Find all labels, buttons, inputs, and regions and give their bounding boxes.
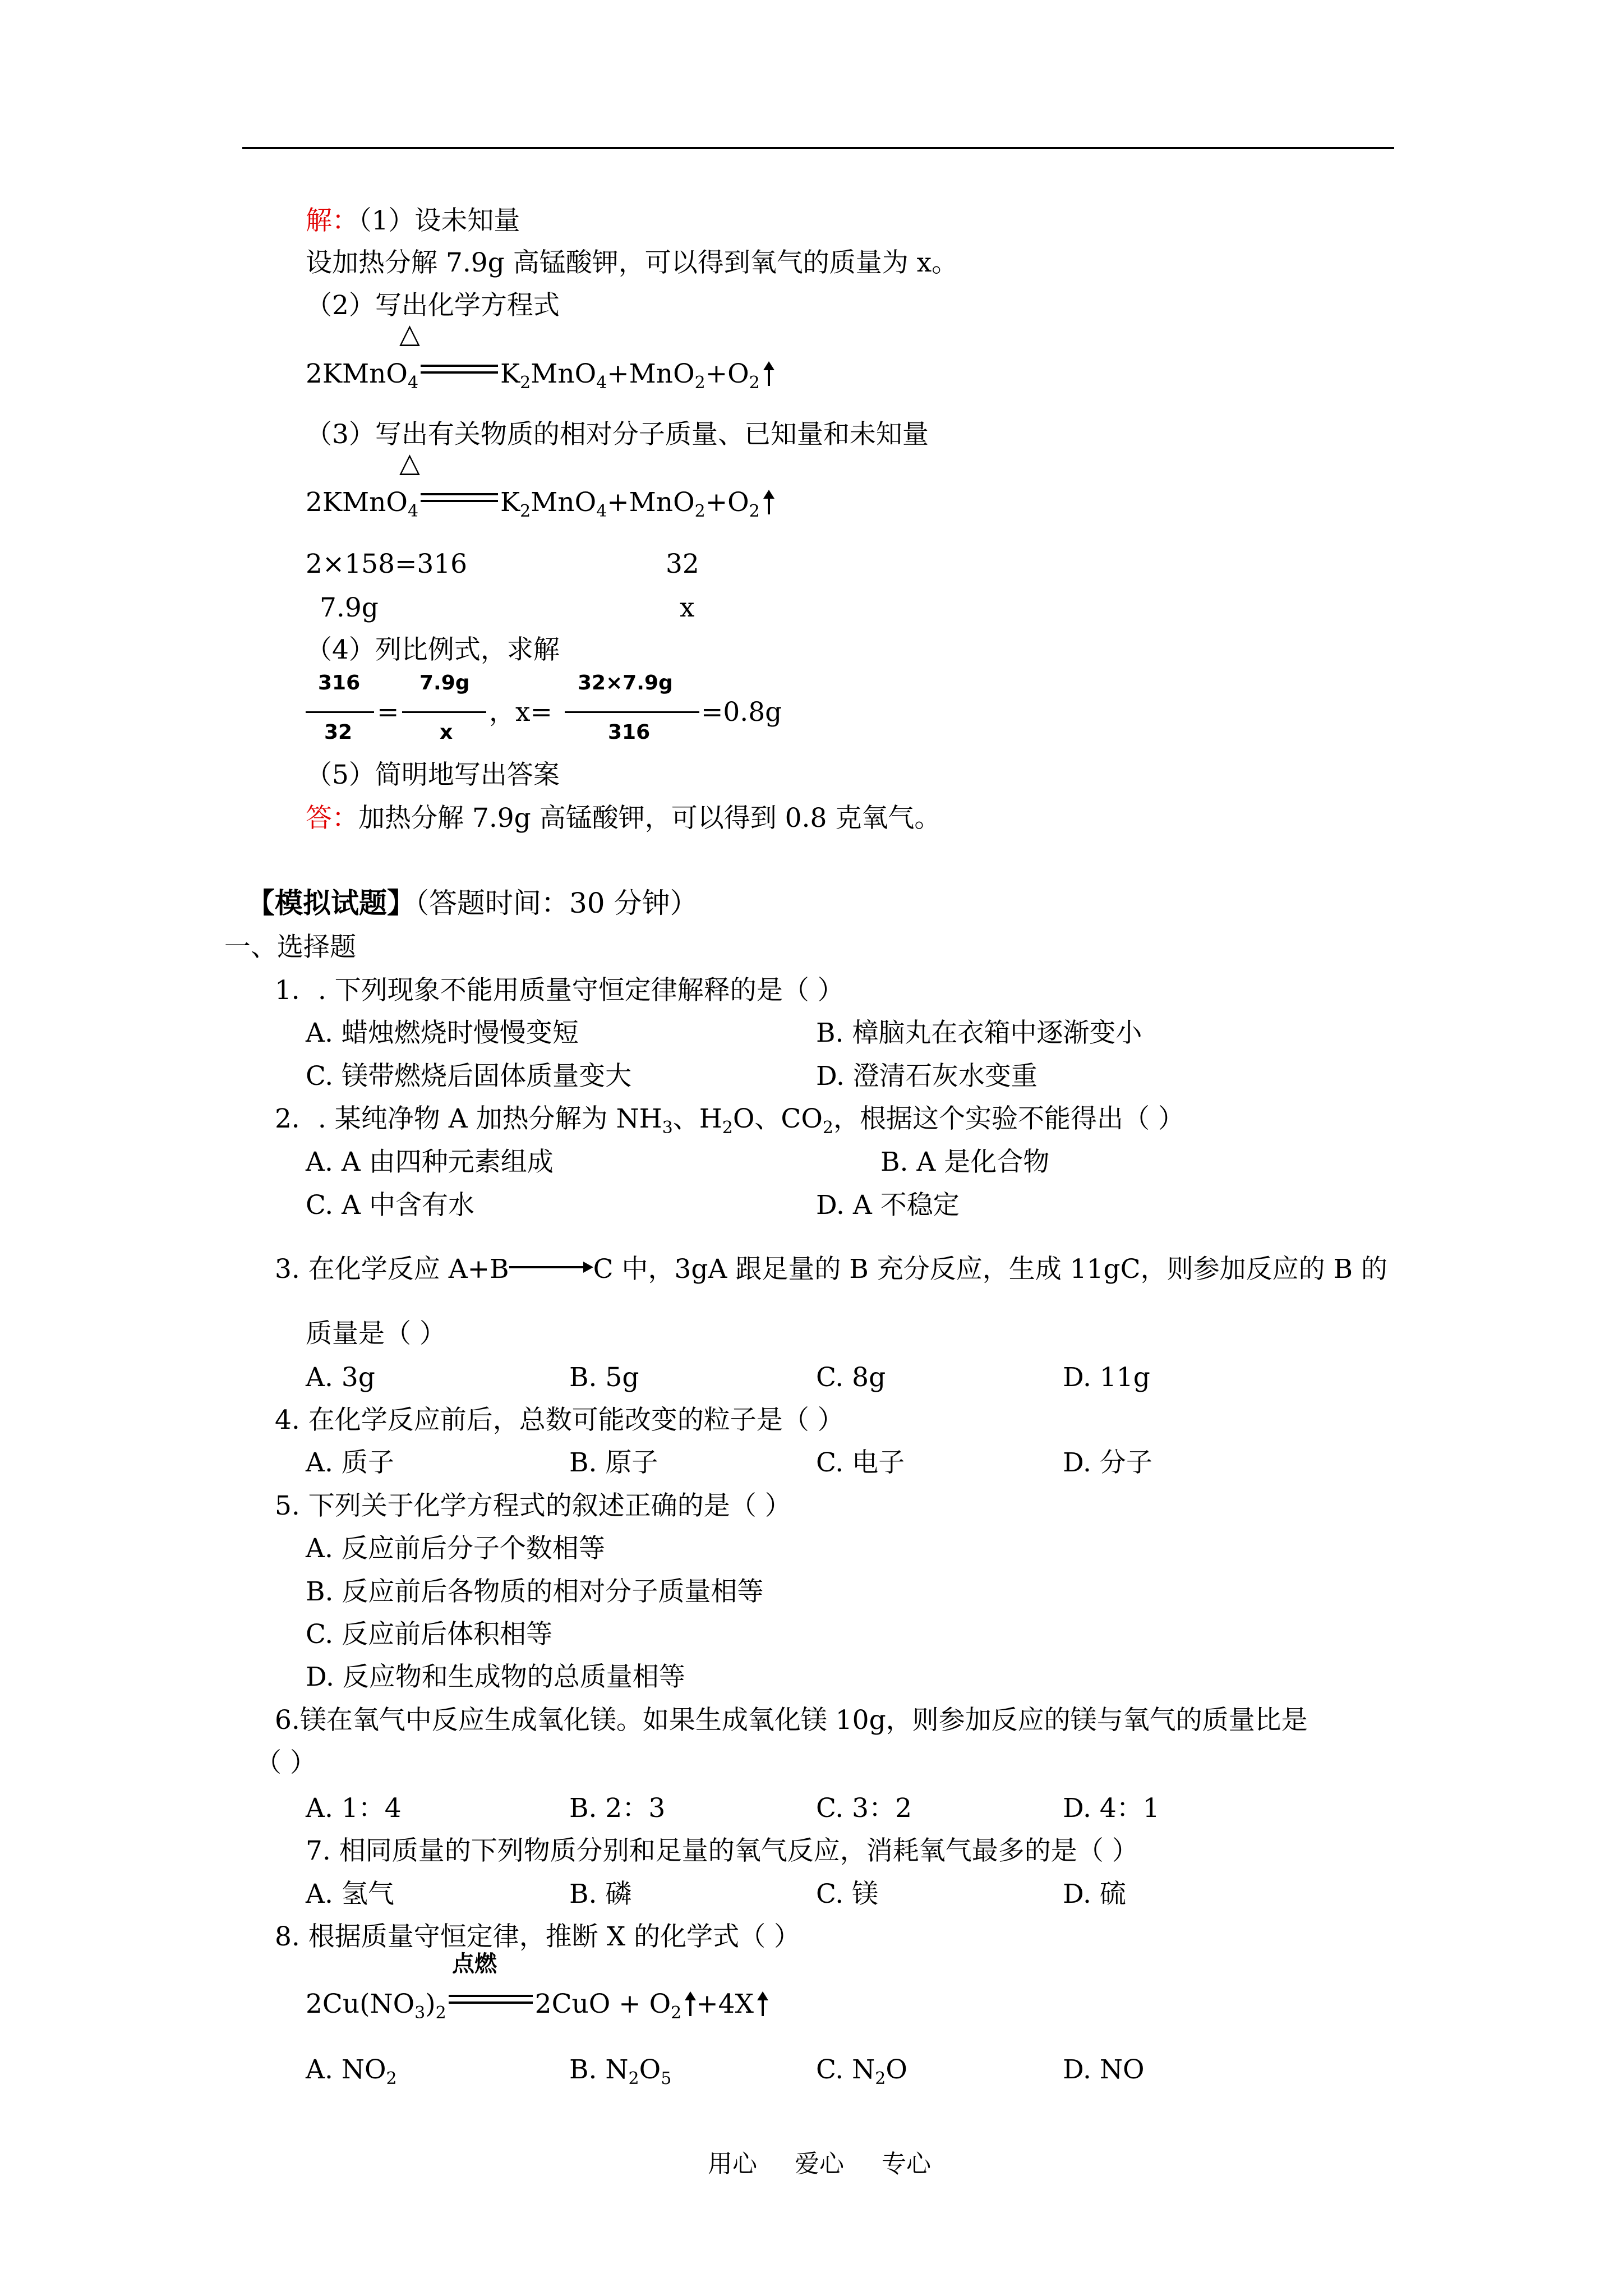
equation-2: 2KMnO$_4$ $K_2MnO_4+MnO_2+O_2$ bbox=[306, 486, 774, 523]
solution-label: 解： bbox=[306, 205, 358, 236]
question-4-stem: 4. 在化学反应前后，总数可能改变的粒子是（ ） bbox=[275, 1405, 844, 1435]
step-4-line: （4）列比例式，求解 bbox=[306, 634, 560, 665]
q1-option-b: B. 樟脑丸在衣箱中逐渐变小 bbox=[816, 1018, 1142, 1048]
gas-arrow-icon bbox=[685, 1991, 696, 2016]
question-3-stem: 3. 在化学反应 A+B C 中，3gA 跟足量的 B 充分反应，生成 11gC，则参加反应的 B 的 bbox=[275, 1254, 1387, 1285]
q1-option-a: A. 蜡烛燃烧时慢慢变短 bbox=[306, 1018, 579, 1048]
q7-option-a: A. 氢气 bbox=[306, 1879, 394, 1910]
q8-option-b: B. $N_2O_5$ bbox=[569, 2054, 672, 2088]
assumption-line: 设加热分解 7.9g 高锰酸钾，可以得到氧气的质量为 x。 bbox=[306, 247, 958, 278]
fraction-2-numerator: 7.9g bbox=[419, 671, 470, 694]
q7-option-b: B. 磷 bbox=[569, 1879, 632, 1910]
question-6-stem: 6.镁在氧气中反应生成氧化镁。如果生成氧化镁 10g，则参加反应的镁与氧气的质量比是 bbox=[275, 1705, 1308, 1736]
answer-text: 加热分解 7.9g 高锰酸钾，可以得到 0.8 克氧气。 bbox=[358, 803, 941, 834]
q7-option-d: D. 硫 bbox=[1063, 1879, 1126, 1910]
q4-option-b: B. 原子 bbox=[569, 1447, 658, 1478]
q6-option-b: B. 2：3 bbox=[569, 1793, 666, 1824]
q4-option-a: A. 质子 bbox=[306, 1447, 394, 1478]
q3-option-d: D. 11g bbox=[1063, 1362, 1150, 1393]
fraction-1-bar bbox=[306, 711, 374, 713]
section-title: 一、选择题 bbox=[224, 932, 356, 963]
fraction-3-numerator: 32×7.9g bbox=[578, 671, 673, 694]
q5-option-a: A. 反应前后分子个数相等 bbox=[306, 1533, 605, 1564]
step-1-text: （1）设未知量 bbox=[358, 205, 520, 236]
known-value: 7.9g bbox=[320, 592, 379, 623]
question-2-stem: 2．. 某纯净物 A 加热分解为 $NH_3$、$H_2O$、$CO_2$，根据这个实验不能得出（ ） bbox=[275, 1103, 1184, 1138]
q2-option-b: B. A 是化合物 bbox=[880, 1147, 1050, 1177]
question-6-paren: （ ） bbox=[255, 1747, 316, 1778]
gas-arrow-icon bbox=[763, 490, 774, 514]
fraction-1-denominator: 32 bbox=[324, 721, 353, 744]
question-8-equation: $2Cu(NO_3)_2$ $2CuO + O_2 +4X$ bbox=[306, 1987, 768, 2024]
exam-heading bbox=[247, 886, 698, 920]
equals-double-line bbox=[421, 491, 498, 508]
q2-option-d: D. A 不稳定 bbox=[816, 1190, 960, 1221]
q2-option-a: A. A 由四种元素组成 bbox=[306, 1147, 554, 1177]
fraction-3-denominator: 316 bbox=[608, 721, 651, 744]
q5-option-d: D. 反应物和生成物的总质量相等 bbox=[306, 1662, 685, 1692]
gas-arrow-icon bbox=[763, 361, 774, 386]
footer-word-2: 爱心 bbox=[795, 2150, 844, 2178]
reaction-arrow-icon bbox=[509, 1259, 593, 1276]
exam-time: （答题时间：30 分钟） bbox=[415, 887, 698, 919]
q3-option-c: C. 8g bbox=[816, 1362, 886, 1393]
mass-right: 32 bbox=[666, 549, 699, 579]
fraction-3-bar bbox=[565, 711, 699, 713]
step-2-line: （2）写出化学方程式 bbox=[306, 290, 560, 321]
q4-option-d: D. 分子 bbox=[1063, 1447, 1152, 1478]
step-3-line: （3）写出有关物质的相对分子质量、已知量和未知量 bbox=[306, 419, 929, 450]
q2-option-c: C. A 中含有水 bbox=[306, 1190, 475, 1221]
q6-option-d: D. 4：1 bbox=[1063, 1793, 1160, 1824]
header-rule bbox=[242, 147, 1394, 149]
q3-option-a: A. 3g bbox=[306, 1362, 375, 1393]
fraction-2-bar bbox=[402, 711, 486, 713]
q8-option-a: A. $NO_2$ bbox=[306, 2054, 397, 2088]
q8-option-c: C. $N_2O$ bbox=[816, 2054, 907, 2088]
answer-line bbox=[306, 802, 940, 835]
q3-option-b: B. 5g bbox=[569, 1362, 639, 1393]
equation-1: 2KMnO$_4$ $K_2MnO_4+MnO_2+O_2$ bbox=[306, 357, 774, 394]
mass-left: 2×158=316 bbox=[306, 549, 468, 579]
heating-symbol: △ bbox=[399, 447, 420, 478]
footer-word-1: 用心 bbox=[708, 2150, 757, 2178]
footer-word-3: 专心 bbox=[882, 2150, 931, 2178]
question-7-stem: 7. 相同质量的下列物质分别和足量的氧气反应，消耗氧气最多的是（ ） bbox=[306, 1835, 1138, 1866]
answer-label: 答： bbox=[306, 803, 358, 834]
unknown-value: x bbox=[680, 592, 695, 623]
question-8-stem: 8. 根据质量守恒定律，推断 X 的化学式（ ） bbox=[275, 1921, 801, 1952]
x-equals: ，x= bbox=[489, 697, 552, 728]
heating-symbol: △ bbox=[399, 318, 420, 349]
question-5-stem: 5. 下列关于化学方程式的叙述正确的是（ ） bbox=[275, 1490, 791, 1521]
equals-sign: = bbox=[377, 697, 399, 728]
q6-option-a: A. 1：4 bbox=[306, 1793, 402, 1824]
q5-option-b: B. 反应前后各物质的相对分子质量相等 bbox=[306, 1576, 764, 1607]
question-3-stem-cont: 质量是（ ） bbox=[306, 1318, 446, 1349]
ignition-condition: 点燃 bbox=[452, 1951, 497, 1977]
q1-option-d: D. 澄清石灰水变重 bbox=[816, 1061, 1038, 1092]
question-1-stem: 1．. 下列现象不能用质量守恒定律解释的是（ ） bbox=[275, 975, 844, 1006]
gas-arrow-icon bbox=[757, 1991, 768, 2016]
q8-option-d: D. NO bbox=[1063, 2054, 1145, 2085]
result: =0.8g bbox=[701, 697, 782, 728]
equals-double-line bbox=[449, 1993, 533, 2009]
q5-option-c: C. 反应前后体积相等 bbox=[306, 1619, 553, 1650]
step-1-line bbox=[306, 204, 520, 238]
fraction-1-numerator: 316 bbox=[318, 671, 361, 694]
q6-option-c: C. 3：2 bbox=[816, 1793, 912, 1824]
step-5-line: （5）简明地写出答案 bbox=[306, 760, 560, 790]
q7-option-c: C. 镁 bbox=[816, 1879, 879, 1910]
equals-double-line bbox=[421, 362, 498, 379]
q4-option-c: C. 电子 bbox=[816, 1447, 905, 1478]
fraction-2-denominator: x bbox=[440, 721, 453, 744]
q1-option-c: C. 镁带燃烧后固体质量变大 bbox=[306, 1061, 632, 1092]
exam-title: 【模拟试题】 bbox=[247, 886, 415, 919]
